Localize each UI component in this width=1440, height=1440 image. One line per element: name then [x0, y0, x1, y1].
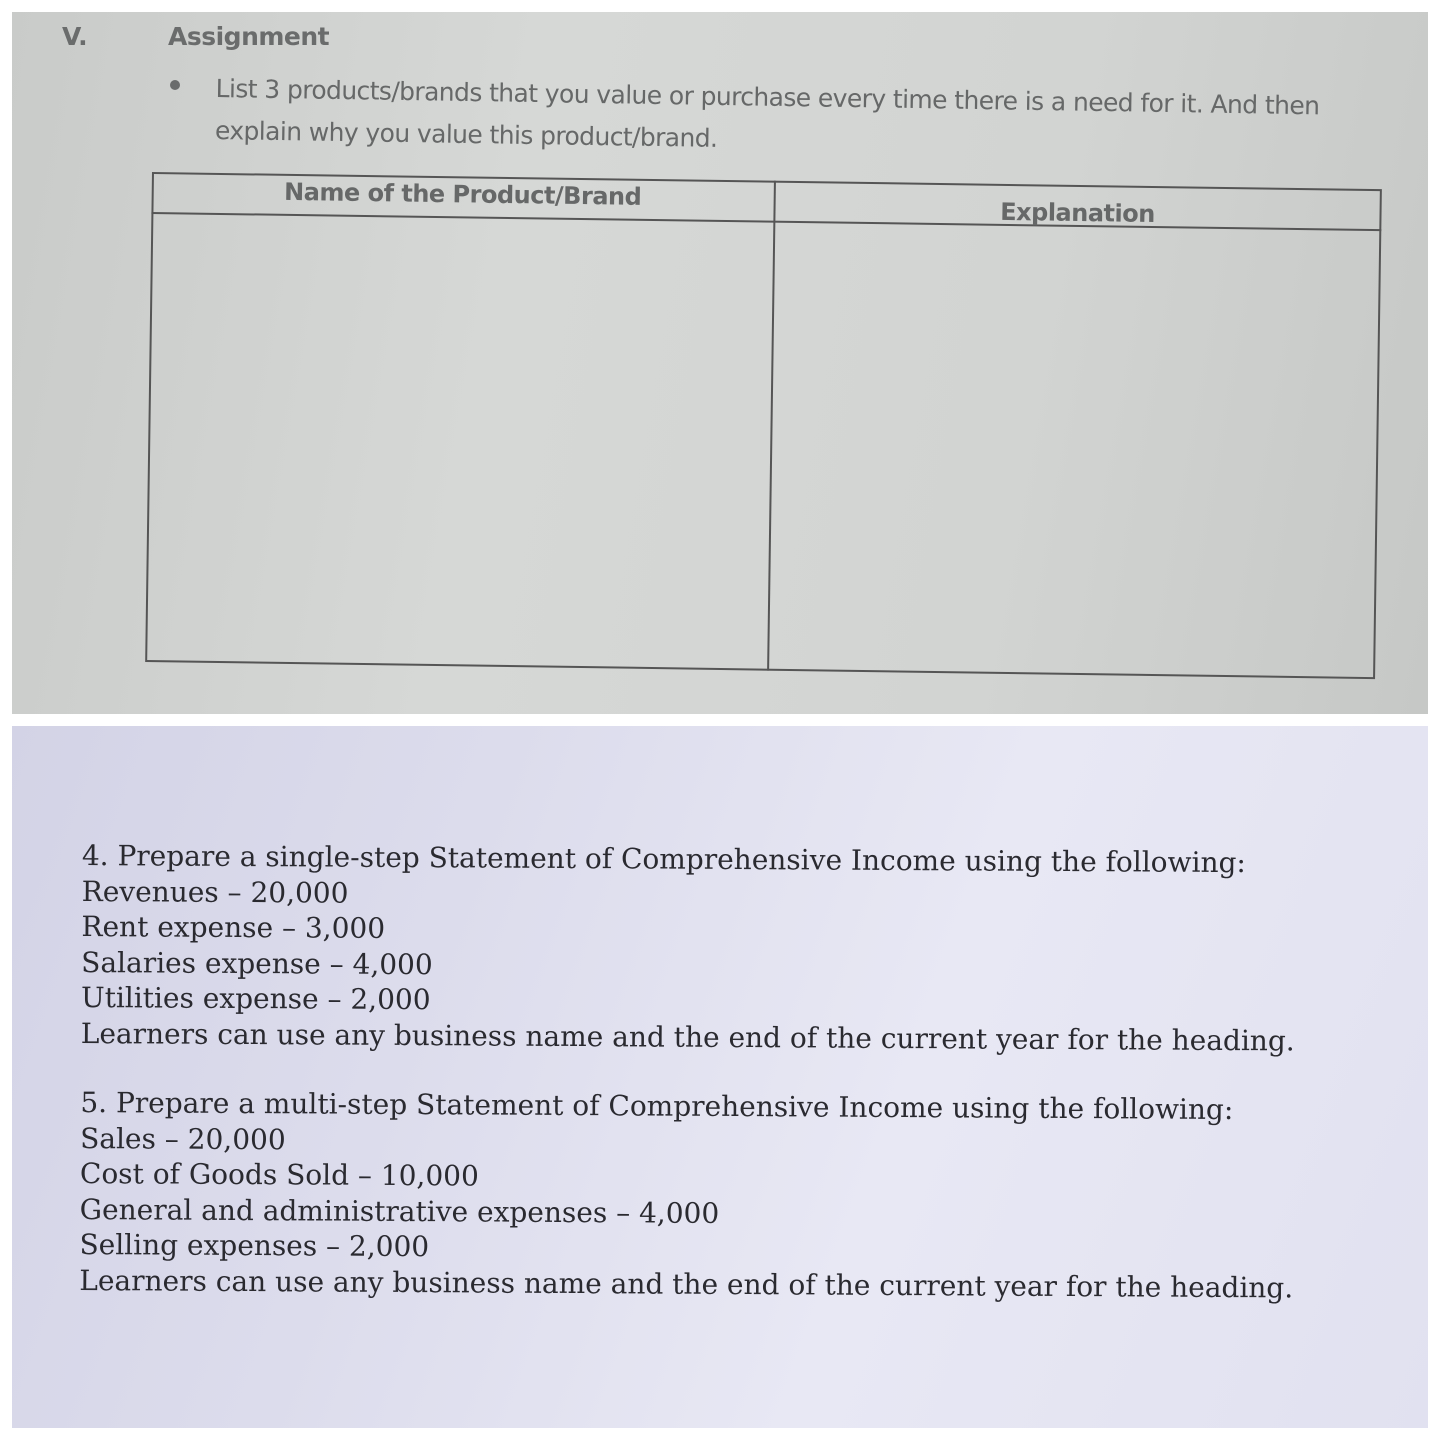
product-brand-table	[145, 172, 1382, 679]
problem-item: Cost of Goods Sold – 10,000	[79, 1156, 479, 1193]
table-cell-explanation	[769, 223, 1381, 679]
problem-item: General and administrative expenses – 4,000	[79, 1192, 720, 1230]
problem-5	[79, 1085, 1400, 1306]
section-title: Assignment	[168, 22, 330, 51]
problem-item: Selling expenses – 2,000	[79, 1227, 430, 1264]
problem-item: Rent expense – 3,000	[81, 909, 386, 945]
problem-4	[81, 838, 1402, 1059]
problem-prompt: 4. Prepare a single-step Statement of Comprehensive Income using the following:	[81, 839, 1247, 880]
bullet-icon	[170, 80, 180, 90]
problem-note: Learners can use any business name and the end of the current year for the heading.	[79, 1263, 1294, 1304]
problems-list	[79, 838, 1402, 1306]
section-number: V.	[62, 22, 88, 51]
problems-photo	[12, 726, 1428, 1428]
column-header-name: Name of the Product/Brand	[283, 177, 642, 211]
problem-item: Salaries expense – 4,000	[81, 945, 433, 981]
problem-note: Learners can use any business name and the end of the current year for the heading.	[80, 1016, 1295, 1057]
problem-item: Revenues – 20,000	[81, 874, 349, 910]
assignment-instruction: List 3 products/brands that you value or purchase every time there is a need for it. And then explain why you value this product/brand.	[214, 73, 1320, 153]
problem-item: Sales – 20,000	[80, 1121, 286, 1156]
problem-prompt: 5. Prepare a multi-step Statement of Comprehensive Income using the following:	[80, 1085, 1234, 1127]
assignment-photo	[12, 12, 1428, 714]
table-cell-name	[145, 214, 773, 671]
column-header-explanation: Explanation	[1000, 197, 1155, 229]
problem-item: Utilities expense – 2,000	[80, 980, 431, 1017]
